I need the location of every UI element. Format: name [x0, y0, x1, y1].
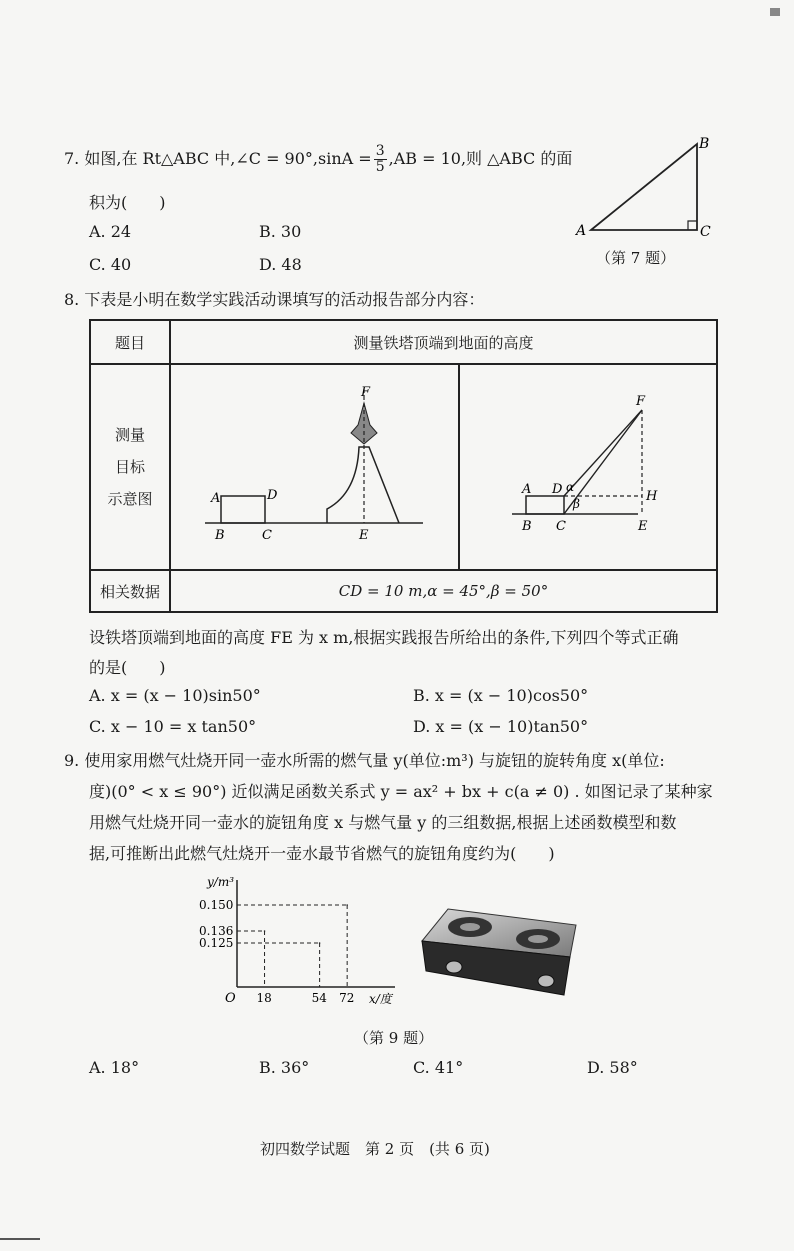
label-alpha: α	[566, 480, 575, 494]
table-diagram-right	[459, 364, 717, 570]
tower-diagram-left	[171, 365, 458, 565]
data-point-1	[319, 942, 321, 944]
label-b: B	[215, 528, 225, 543]
tower-outline	[327, 447, 399, 523]
diagram-label-line3: 示意图	[107, 490, 153, 508]
label-h: H	[646, 489, 658, 504]
q7-frac-den: 5	[375, 159, 385, 175]
q7-caption: （第 7 题）	[596, 249, 676, 267]
q9-stem-line3: 用燃气灶烧开同一壶水的旋钮角度 x 与燃气量 y 的三组数据,根据上述函数模型和数	[89, 813, 677, 832]
table-diagram-left	[170, 364, 459, 570]
q8-option-c: C. x − 10 = x tan50°	[89, 717, 257, 736]
building-abcd	[526, 496, 564, 514]
table-label-diagram	[90, 364, 170, 570]
label-beta: β	[573, 497, 580, 511]
y-tick-0.150: 0.150	[199, 898, 234, 912]
q9-option-c: C. 41°	[413, 1058, 464, 1077]
diagram-label-line2: 目标	[114, 458, 145, 476]
q7-stem-line1	[64, 144, 572, 175]
label-a: A	[522, 482, 532, 497]
label-a: A	[576, 223, 587, 239]
tower-top	[351, 403, 377, 444]
label-b: B	[699, 136, 710, 152]
label-b: B	[522, 519, 532, 534]
q9-chart	[195, 872, 410, 1012]
data-point-2	[346, 904, 348, 906]
label-c: C	[700, 224, 711, 240]
q9-stem-line4: 据,可推断出此燃气灶烧开一壶水最节省燃气的旋钮角度约为( )	[89, 844, 555, 863]
q7-stem-pre: 7. 如图,在 Rt△ABC 中,∠C = 90°,sinA =	[64, 149, 372, 168]
knob-left	[446, 961, 462, 973]
table-label-topic: 题目	[90, 320, 170, 364]
label-f: F	[361, 385, 371, 400]
gas-stove-image	[418, 905, 580, 1001]
q9-stem-line1: 9. 使用家用燃气灶烧开同一壶水所需的燃气量 y(单位:m³) 与旋钮的旋转角度 x(单位:	[64, 751, 665, 770]
diagram-label-line1: 测量	[114, 426, 145, 444]
q8-option-b: B. x = (x − 10)cos50°	[413, 686, 589, 705]
triangle-abc	[591, 144, 697, 230]
q8-question-line2: 的是( )	[89, 658, 166, 677]
origin-label: O	[225, 991, 236, 1006]
q7-stem-post: ,AB = 10,则 △ABC 的面	[388, 149, 573, 168]
x-axis-label: x/度	[369, 992, 392, 1006]
q7-stem-line2: 积为( )	[89, 193, 166, 212]
q8-question-line1: 设铁塔顶端到地面的高度 FE 为 x m,根据实践报告所给出的条件,下列四个等式正确	[89, 628, 679, 647]
q7-option-c: C. 40	[89, 255, 132, 274]
tower-diagram-right	[460, 365, 716, 565]
q8-option-a: A. x = (x − 10)sin50°	[89, 686, 261, 705]
label-f: F	[636, 394, 646, 409]
label-d: D	[552, 482, 563, 497]
label-e: E	[359, 528, 369, 543]
y-tick-0.136: 0.136	[199, 924, 234, 938]
sightline-df	[564, 410, 642, 496]
label-c: C	[556, 519, 566, 534]
q7-fraction	[374, 144, 387, 175]
q9-stem-line2: 度)(0° < x ≤ 90°) 近似满足函数关系式 y = ax² + bx + c(a ≠ 0) . 如图记录了某种家	[89, 782, 713, 801]
right-angle-mark	[688, 221, 697, 230]
q9-option-d: D. 58°	[587, 1058, 638, 1077]
label-d: D	[267, 488, 278, 503]
x-tick-54: 54	[311, 991, 327, 1005]
q9-option-b: B. 36°	[259, 1058, 310, 1077]
y-tick-0.125: 0.125	[199, 936, 234, 950]
page-footer: 初四数学试题 第 2 页 (共 6 页)	[260, 1140, 490, 1158]
x-tick-72: 72	[339, 991, 355, 1005]
building-abcd	[221, 496, 265, 523]
q8-option-d: D. x = (x − 10)tan50°	[413, 717, 589, 736]
x-tick-18: 18	[256, 991, 272, 1005]
table-value-data: CD = 10 m,α = 45°,β = 50°	[170, 570, 717, 612]
q7-option-a: A. 24	[89, 222, 132, 241]
q8-stem: 8. 下表是小明在数学实践活动课填写的活动报告部分内容：	[64, 290, 485, 309]
data-point-0	[264, 930, 266, 932]
knob-right	[538, 975, 554, 987]
y-axis-label: y/m³	[207, 875, 235, 889]
q7-option-d: D. 48	[259, 255, 302, 274]
label-e: E	[638, 519, 648, 534]
q7-triangle-figure	[570, 130, 730, 240]
q9-option-a: A. 18°	[89, 1058, 140, 1077]
scan-mark-left	[0, 1238, 40, 1240]
table-label-data: 相关数据	[90, 570, 170, 612]
q9-caption: （第 9 题）	[354, 1029, 434, 1047]
q7-option-b: B. 30	[259, 222, 302, 241]
scan-mark-top-right	[770, 8, 780, 16]
q7-frac-num: 3	[375, 143, 385, 159]
label-a: A	[211, 491, 221, 506]
table-value-topic: 测量铁塔顶端到地面的高度	[170, 320, 717, 364]
q8-report-table	[89, 319, 718, 613]
label-c: C	[262, 528, 272, 543]
